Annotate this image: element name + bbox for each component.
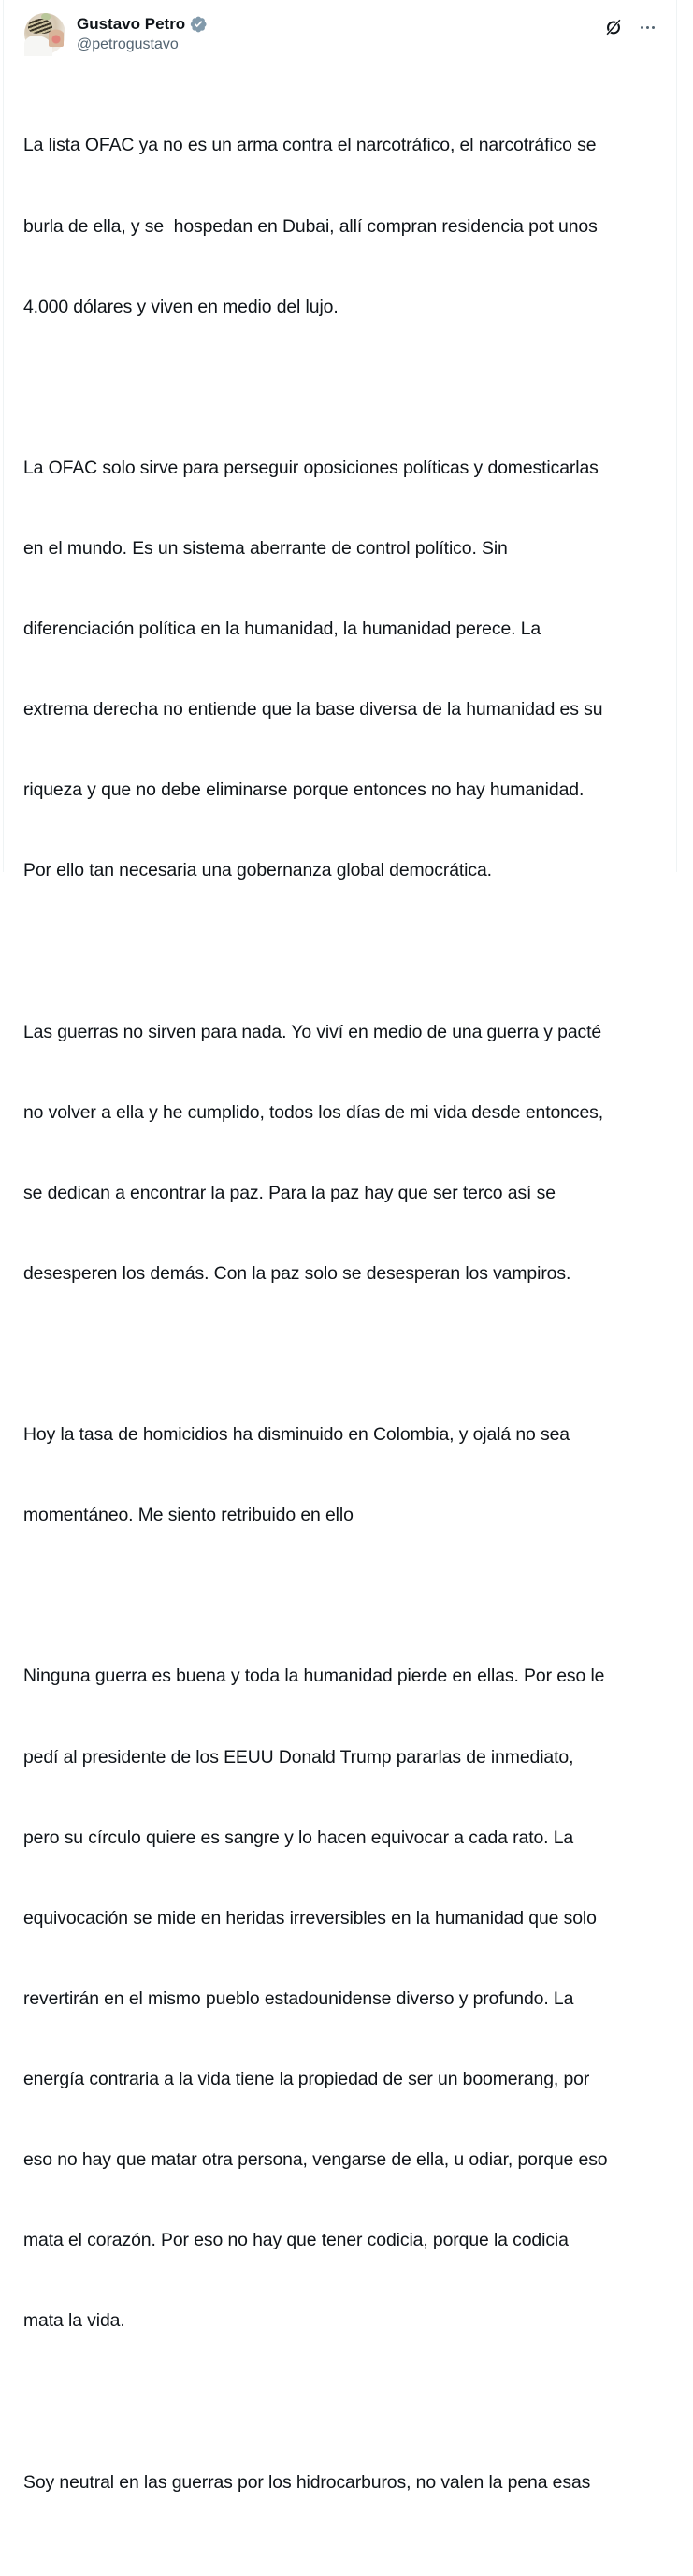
text-line: en el mundo. Es un sistema aberrante de control político. Sin [23,537,508,559]
text-line: momentáneo. Me siento retribuido en ello [23,1505,354,1526]
author-display-name[interactable]: Gustavo Petro [77,14,186,33]
text-line: pedí al presidente de los EEUU Donald Trump pararlas de inmediato, [23,1746,574,1768]
tweet-paragraph-3 [23,965,669,1341]
text-line: Hoy la tasa de homicidios ha disminuido en Colombia, y ojalá no sea [23,1424,570,1446]
text-line: extrema derecha no entiende que la base diversa de la humanidad es su [23,699,603,720]
more-dot [646,26,649,29]
text-line: se dedican a encontrar la paz. Para la paz hay que ser terco así se [23,1182,556,1203]
text-line: Las guerras no sirven para nada. Yo viví en medio de una guerra y pacté [23,1021,602,1042]
tweet-header [24,13,208,54]
text-line: La OFAC solo sirve para perseguir oposiciones políticas y domesticarlas [23,457,599,478]
text-line: riqueza y que no debe eliminarse porque entonces no hay humanidad. [23,779,585,801]
more-dot [641,26,643,29]
author-handle[interactable]: @petrogustavo [77,36,179,52]
avatar[interactable] [24,13,65,54]
name-row [77,14,208,35]
text-line: La lista OFAC ya no es un arma contra el narcotráfico, el narcotráfico se [23,135,597,156]
text-line: equivocación se mide en heridas irreversibles en la humanidad que solo [23,1907,597,1928]
text-line: 4.000 dólares y viven en medio del lujo. [23,296,339,317]
text-line: burla de ella, y se hospedan en Dubai, allí compran residencia pot unos [23,215,598,237]
text-line: Por ello tan necesaria una gobernanza global democrática. [23,860,492,881]
text-line: no volver a ella y he cumplido, todos los días de mi vida desde entonces, [23,1101,604,1123]
text-line: energía contraria a la vida tiene la propiedad de ser un boomerang, por [23,2068,590,2089]
tweet-paragraph-2 [23,400,669,938]
tweet-paragraph-5 [23,1609,669,2388]
tweet-paragraph-1 [23,79,669,374]
grok-icon[interactable] [603,17,624,37]
more-dot [652,26,655,29]
author-names [77,14,208,54]
tweet-card [3,0,677,2493]
text-line: eso no hay que matar otra persona, vengarse de ella, u odiar, porque eso [23,2149,608,2171]
more-options-icon[interactable] [637,17,657,37]
text-line: Soy neutral en las guerras por los hidrocarburos, no valen la pena esas [23,2471,591,2493]
text-line: desesperen los demás. Con la paz solo se desesperan los vampiros. [23,1262,571,1284]
verified-badge-icon[interactable] [189,15,208,34]
text-line: mata el corazón. Por eso no hay que tener codicia, porque la codicia [23,2230,569,2251]
text-line: diferenciación política en la humanidad, la humanidad perece. La [23,619,541,640]
avatar-flowers-detail [49,28,64,47]
text-line: revertirán en el mismo pueblo estadounidense diverso y profundo. La [23,1987,574,2009]
text-line: Ninguna guerra es buena y toda la humanidad pierde en ellas. Por eso le [23,1666,605,1687]
tweet-text [23,79,669,2576]
tweet-paragraph-6 [23,2415,669,2550]
text-line: mata la vida. [23,2310,125,2332]
text-line: pero su círculo quiere es sangre y lo hacen equivocar a cada rato. La [23,1826,574,1848]
tweet-paragraph-4 [23,1368,669,1583]
tweet-actions [603,17,657,37]
